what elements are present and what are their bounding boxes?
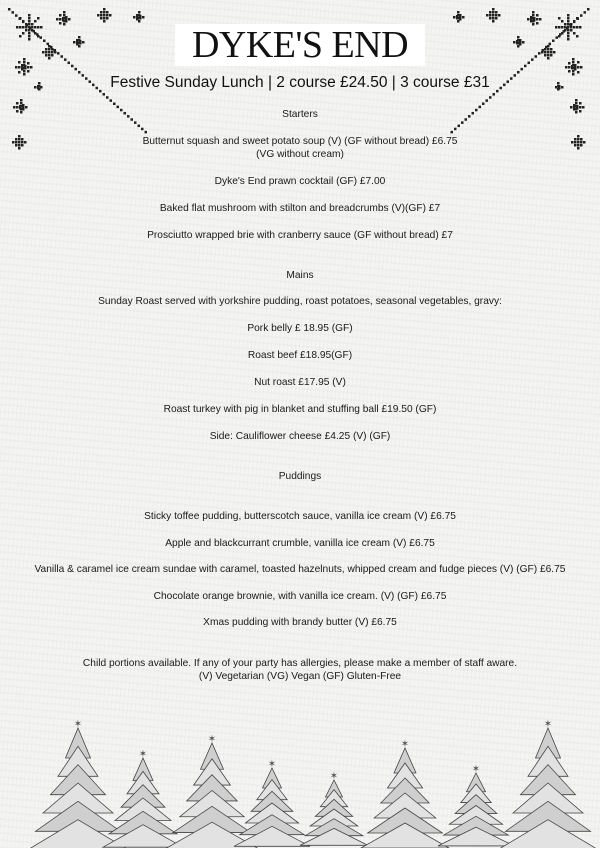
- menu-item: Pork belly £ 18.95 (GF): [247, 323, 353, 334]
- menu-item: Vanilla & caramel ice cream sundae with caramel, toasted hazelnuts, whipped cream and fudge pieces (V) (GF) £6.75: [34, 564, 566, 575]
- tree-icon: [166, 734, 258, 848]
- tree-icon: [28, 719, 128, 848]
- svg-text:✶: ✶: [543, 719, 553, 730]
- tree-icon: [300, 771, 368, 845]
- tree-icon: [234, 759, 310, 846]
- svg-text:✶: ✶: [471, 764, 481, 775]
- tree-icon: [498, 719, 598, 848]
- menu-item: Baked flat mushroom with stilton and breadcrumbs (V)(GF) £7: [159, 203, 441, 214]
- svg-text:✶: ✶: [329, 771, 339, 782]
- tree-icon: [103, 749, 183, 847]
- svg-text:✶: ✶: [400, 739, 410, 750]
- menu-subtitle: Festive Sunday Lunch | 2 course £24.50 | 3 course £31: [110, 74, 490, 91]
- christmas-trees-illustration: [0, 688, 600, 848]
- menu-item: Dyke's End prawn cocktail (GF) £7.00: [214, 176, 386, 187]
- menu-item: Apple and blackcurrant crumble, vanilla ice cream (V) £6.75: [165, 538, 435, 549]
- menu-item: Roast beef £18.95(GF): [247, 350, 353, 361]
- menu-item: Sticky toffee pudding, butterscotch sauce, vanilla ice cream (V) £6.75: [144, 511, 456, 522]
- section-heading-starters: Starters: [282, 109, 318, 120]
- section-heading-mains: Mains: [286, 270, 314, 281]
- menu-item-note: (VG without cream): [256, 149, 344, 160]
- menu-item: Xmas pudding with brandy butter (V) £6.75: [203, 617, 397, 628]
- restaurant-logo: DYKE'S END: [191, 24, 409, 66]
- section-heading-puddings: Puddings: [278, 471, 322, 482]
- svg-text:✶: ✶: [73, 719, 83, 730]
- tree-icon: [438, 764, 514, 846]
- tree-icon: [361, 739, 449, 848]
- dietary-key: (V) Vegetarian (VG) Vegan (GF) Gluten-Free: [198, 671, 402, 682]
- menu-item-description: Sunday Roast served with yorkshire pudding, roast potatoes, seasonal vegetables, gravy:: [98, 296, 502, 307]
- menu-item: Nut roast £17.95 (V): [254, 377, 346, 388]
- svg-text:✶: ✶: [138, 749, 148, 760]
- menu-item: Butternut squash and sweet potato soup (V) (GF without bread) £6.75: [142, 136, 458, 147]
- allergy-note: Child portions available. If any of your party has allergies, please make a member of staff aware.: [82, 658, 518, 669]
- svg-text:✶: ✶: [207, 734, 217, 745]
- menu-item: Prosciutto wrapped brie with cranberry sauce (GF without bread) £7: [147, 230, 453, 241]
- menu-item: Roast turkey with pig in blanket and stuffing ball £19.50 (GF): [163, 404, 437, 415]
- menu-item: Chocolate orange brownie, with vanilla ice cream. (V) (GF) £6.75: [153, 591, 447, 602]
- svg-text:✶: ✶: [267, 759, 277, 770]
- menu-item: Side: Cauliflower cheese £4.25 (V) (GF): [209, 431, 391, 442]
